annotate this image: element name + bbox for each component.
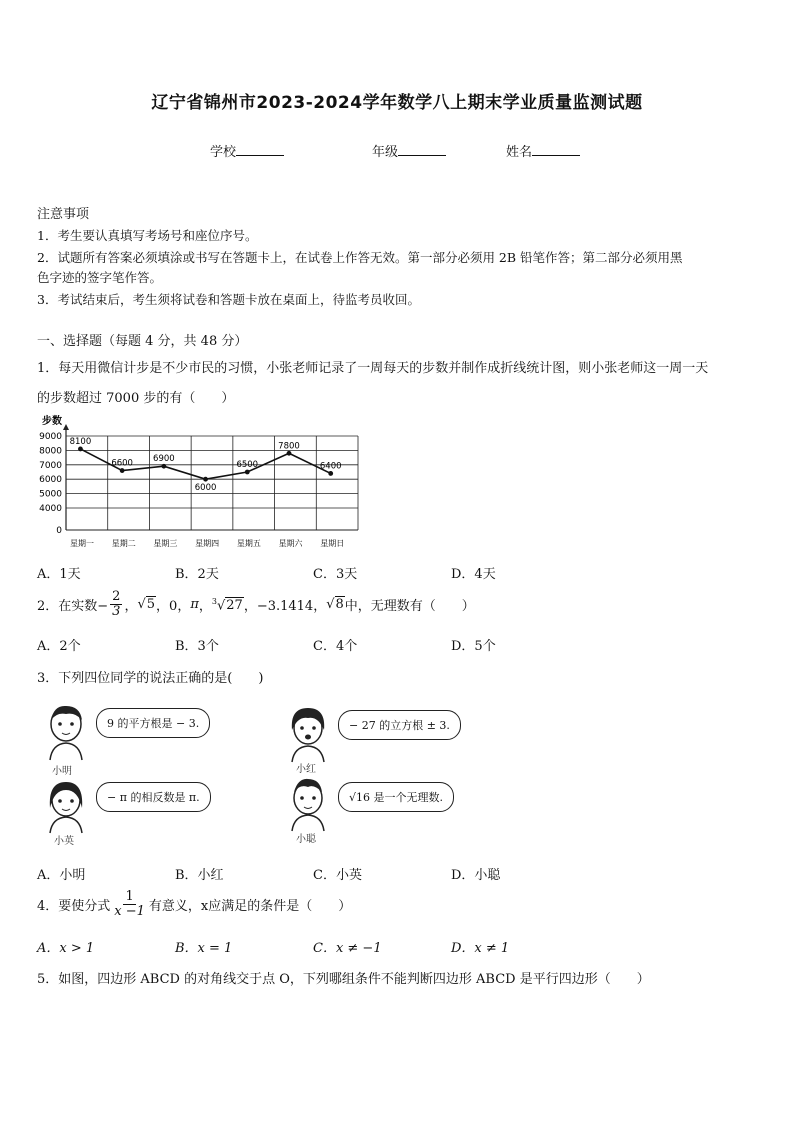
q2-option-d[interactable]: D．5个 <box>451 639 496 654</box>
q2-frac-den: 3 <box>112 604 121 620</box>
grade-blank[interactable] <box>398 143 446 156</box>
notice-item-1: 1．考生要认真填写考场号和座位序号。 <box>37 228 258 243</box>
q4-stem <box>37 890 351 920</box>
chart-point <box>328 471 333 476</box>
q2-sep4: ，−3.1414， <box>243 599 327 615</box>
chart-point <box>245 470 250 475</box>
chart-point <box>203 477 208 482</box>
chart-ylabel: 步数 <box>42 416 62 427</box>
school-label: 学校 <box>210 145 237 160</box>
chart-data-label: 6600 <box>111 458 133 469</box>
q5-stem: 5．如图，四边形 ABCD 的对角线交于点 O，下列哪组条件不能判断四边形 ABCD 是平行四边形（ ） <box>37 972 650 987</box>
q2-fraction <box>110 590 122 620</box>
step-chart <box>36 412 366 554</box>
chart-ytick-label: 4000 <box>39 504 62 514</box>
q2-cbrt-index: 3 <box>211 596 217 606</box>
xiaohong-figure-icon <box>284 704 332 764</box>
chart-xtick-label: 星期一 <box>70 539 94 548</box>
chart-xtick-label: 星期二 <box>111 539 136 548</box>
q4-option-a[interactable]: A．x > 1 <box>37 941 95 956</box>
q2-prefix: 2．在实数− <box>37 599 109 615</box>
chart-point <box>287 451 292 456</box>
chart-xtick-label: 星期四 <box>195 539 220 548</box>
notice-item-2: 2．试题所有答案必须填涂或书写在答题卡上，在试卷上作答无效。第一部分必须用 2B 铅笔作答；第二部分必须用黑 <box>37 250 683 265</box>
q2-sep3: ， <box>198 599 212 615</box>
notice-heading: 注意事项 <box>37 207 90 222</box>
chart-y-axis-arrow <box>63 424 69 430</box>
chart-data-label: 7800 <box>278 441 300 452</box>
q4-option-c[interactable]: C．x ≠ −1 <box>313 941 382 956</box>
chart-xtick-label: 星期五 <box>236 539 261 548</box>
chart-ytick-label: 6000 <box>39 475 62 486</box>
chart-xtick-label: 星期六 <box>278 539 303 548</box>
q2-sqrt5: √5 <box>137 597 156 613</box>
q4-frac-num: 1 <box>125 889 134 904</box>
chart-xtick-label: 星期日 <box>320 539 345 548</box>
xiaohong-label: 小红 <box>296 764 316 775</box>
xiaoying-bubble: − π 的相反数是 π. <box>96 782 211 812</box>
xiaoming-label: 小明 <box>52 766 72 777</box>
chart-ytick-label: 9000 <box>39 432 62 442</box>
q4-option-b[interactable]: B．x = 1 <box>175 941 233 956</box>
q3-options <box>37 864 757 883</box>
name-blank[interactable] <box>532 143 580 156</box>
q1-options <box>37 563 757 582</box>
chart-ytick-label: 0 <box>56 526 62 536</box>
q2-option-a[interactable]: A．2个 <box>37 639 81 654</box>
notice-item-3: 3．考试结束后，考生须将试卷和答题卡放在桌面上，待监考员收回。 <box>37 292 420 307</box>
q3-option-a[interactable]: A．小明 <box>37 868 86 883</box>
q3-option-d[interactable]: D．小聪 <box>451 868 501 883</box>
chart-data-label: 8100 <box>69 436 92 447</box>
q3-figure <box>36 698 496 848</box>
section-heading: 一、选择题（每题 4 分，共 48 分） <box>37 334 248 349</box>
q3-stem: 3．下列四位同学的说法正确的是( ) <box>37 671 264 686</box>
q4-option-d[interactable]: D．x ≠ 1 <box>451 941 510 956</box>
q2-option-b[interactable]: B．3个 <box>175 639 219 654</box>
chart-point <box>161 464 166 469</box>
q2-suffix: 中，无理数有（ ） <box>344 599 475 615</box>
chart-xtick-label: 星期三 <box>153 539 178 548</box>
q2-sqrt8-radicand: 8 <box>335 597 344 613</box>
q4-prefix: 4．要使分式 <box>37 899 111 915</box>
chart-ytick-label: 7000 <box>39 460 62 471</box>
q1-option-a[interactable]: A．1天 <box>37 567 81 582</box>
q4-fraction <box>112 890 147 920</box>
chart-data-label: 6900 <box>153 454 175 465</box>
xiaoming-figure-icon <box>42 702 90 762</box>
q2-cbrt-radicand: 27 <box>226 597 243 613</box>
q2-option-c[interactable]: C．4个 <box>313 639 358 654</box>
xiaohong-bubble: − 27 的立方根 ± 3. <box>338 710 461 740</box>
q1-line1: 1．每天用微信计步是不少市民的习惯，小张老师记录了一周每天的步数并制作成折线统计图，则小张老师这一周一天 <box>37 361 709 376</box>
chart-data-label: 6000 <box>194 483 217 494</box>
q2-options <box>37 635 757 654</box>
q1-option-b[interactable]: B．2天 <box>175 567 219 582</box>
q2-stem <box>37 590 475 620</box>
name-label: 姓名 <box>506 145 533 160</box>
chart-point <box>120 468 125 473</box>
q4-suffix: 有意义，x应满足的条件是（ ） <box>148 899 352 915</box>
chart-point <box>78 447 83 452</box>
chart-data-label: 6500 <box>236 460 259 470</box>
q2-sqrt5-radicand: 5 <box>146 597 156 613</box>
q2-frac-num: 2 <box>112 589 121 604</box>
chart-data-label: 6400 <box>319 461 342 472</box>
q3-option-b[interactable]: B．小红 <box>175 868 224 883</box>
school-field <box>210 141 284 160</box>
q2-sqrt8: √8 <box>326 597 344 613</box>
q2-cbrt27: $^3$√27 <box>211 596 243 613</box>
chart-ytick-label: 8000 <box>39 446 62 457</box>
q1-option-d[interactable]: D．4天 <box>451 567 496 582</box>
q4-options <box>37 937 757 956</box>
school-blank[interactable] <box>236 143 284 156</box>
xiaocong-bubble: √16 是一个无理数. <box>338 782 454 812</box>
grade-field <box>372 141 446 160</box>
xiaoying-label: 小英 <box>54 836 74 847</box>
name-field <box>506 141 580 160</box>
chart-ytick-label: 5000 <box>39 489 62 500</box>
q3-option-c[interactable]: C．小英 <box>313 868 362 883</box>
xiaoying-figure-icon <box>42 778 90 834</box>
notice-item-2-cont: 色字迹的签字笔作答。 <box>37 270 163 285</box>
q1-line2: 的步数超过 7000 步的有（ ） <box>37 391 235 406</box>
xiaoming-bubble: 9 的平方根是 − 3. <box>96 708 210 738</box>
grade-label: 年级 <box>372 145 399 160</box>
step-line-chart <box>36 412 366 550</box>
q2-pi: π <box>190 597 199 613</box>
q2-sep2: ，0， <box>156 599 191 615</box>
q4-frac-den: x −1 <box>114 904 145 920</box>
xiaocong-label: 小聪 <box>296 834 316 845</box>
xiaocong-figure-icon <box>284 774 332 832</box>
q2-sep1: ， <box>124 599 138 615</box>
q1-option-c[interactable]: C．3天 <box>313 567 358 582</box>
page-title: 辽宁省锦州市2023-2024学年数学八上期末学业质量监测试题 <box>151 93 643 113</box>
